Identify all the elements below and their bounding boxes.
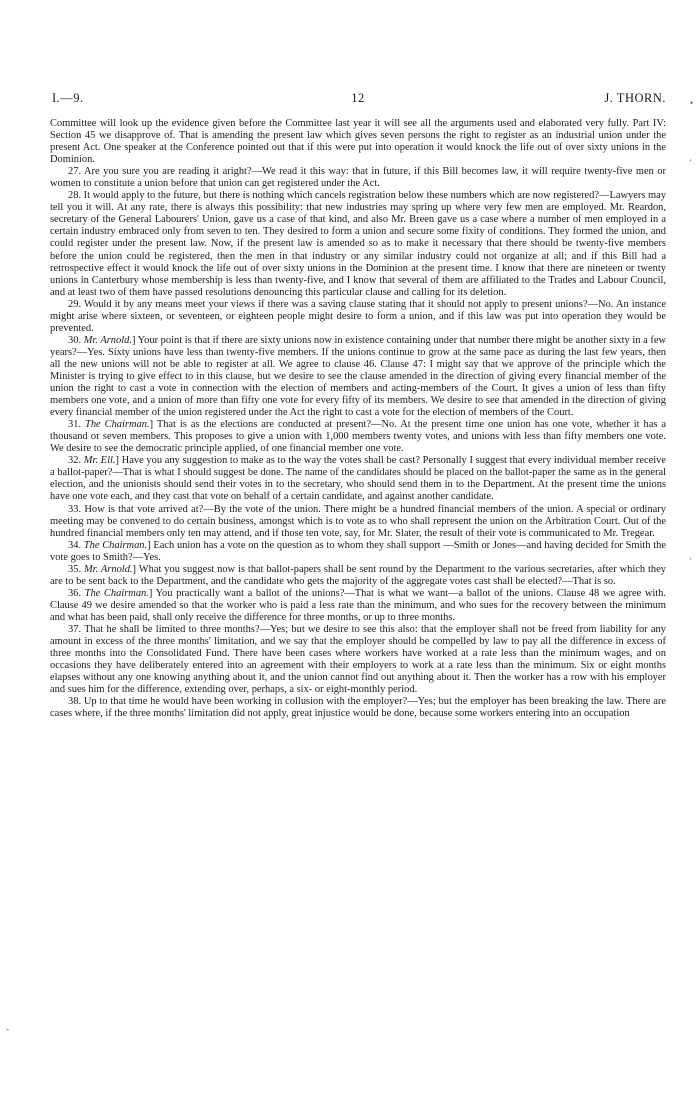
paragraph: 28. It would apply to the future, but there is nothing which cancels registration below these numbers which are now registered?—Lawyers may tell you it will. At any rate, there is always this possibility: that new industries may spring up where very few men are employed. Mr. Reardon, secretary of the General Labourers' Union, gave us a case of that kind, and also Mr. Breen gave us a case where a number of men employed in a certain industry embraced only from seven to ten. They desired to form a union and secure some fixity of conditions. They formed the union, and could register under the present law. Now, if the present law is amended so as to make it necessary that there should be twenty-five members before the union could be registered, then the men in that industry or any similar industry could not organize at all; and if this Bill had a retrospective effect it would knock the life out of over sixty unions in the Dominion at the present time. I know that there are nineteen or twenty unions in Canterbury whose membership is less than twenty-five, and I know that several of them are affiliated to the Trades and Labour Council, and at least two of them have passed resolutions denouncing this particular clause and calling for its deletion. <box>50 190 666 298</box>
paragraph: 36. The Chairman.] You practically want a ballot of the unions?—That is what we want—a ballot of the unions. Clause 48 we agree with. Clause 49 we desire amended so that the worker who is paid a less rate than the minimum, and who sues for the recovery between the minimum and what has been paid, shall only receive the difference for three months, or up to three months. <box>50 587 667 623</box>
margin-mark: • <box>690 98 694 108</box>
page-header <box>50 91 666 107</box>
speaker-name: The Chairman. <box>83 539 148 551</box>
paragraph: 29. Would it by any means meet your views if there was a saving clause stating that it should not apply to present unions?—No. An instance might arise where sixteen, or seventeen, or eighteen people might desire to form a union, and if this law was put into operation they would be prevented. <box>50 298 666 334</box>
document-reference: I.—9. <box>52 91 84 105</box>
paragraph: 30. Mr. Arnold.] Your point is that if there are sixty unions now in existence containing under that number there might be another sixty in a few years?—Yes. Sixty unions have less than twenty-five members. If the unions continue to grow at the same pace as during the last few years, then all the new unions will not be able to register at all. We agree to clause 46. Clause 47: I might say that we approve of the principle which the Minister is trying to give effect to in this clause, but we desire to see the clause amended in the direction of giving every financial member of the union the right to cast a vote in connection with the election of members and acting-members of the Court. It gives a union of less than fifty members one vote, and a union of more than fifty one vote for every fifty of its members. We desire to see that amended in the direction of giving every financial member of the union registered under the Act the right to cast a vote for the election of members of the Court. <box>50 334 666 419</box>
paragraph: 27. Are you sure you are reading it aright?—We read it this way: that in future, if this Bill becomes law, it will require twenty-five men or women to constitute a union before that union can get registered under the Act. <box>50 166 666 190</box>
witness-name: J. THORN. <box>604 91 666 105</box>
margin-mark: ' <box>690 158 692 168</box>
margin-mark: ' <box>690 556 692 566</box>
paragraph: Committee will look up the evidence given before the Committee last year it will see all the arguments used and elaborated very fully. Part IV: Section 45 we disapprove of. That is amending the present law which gives seven persons the right to register as an industrial union under the present Act. One speaker at the Conference pointed out that if this were put into operation it would knock the life out of over sixty unions in the Dominion. <box>50 118 666 166</box>
speaker-name: Mr. Arnold. <box>83 563 133 575</box>
page-number: 12 <box>351 91 365 105</box>
paragraph: 34. The Chairman.] Each union has a vote on the question as to whom they shall support —Smith or Jones—and having decided for Smith the vote goes to Smith?—Yes. <box>50 539 666 563</box>
margin-mark: - <box>6 1024 9 1034</box>
paragraph: 31. The Chairman.] That is as the elections are conducted at present?—No. At the present time one union has one vote, whether it has a thousand or seven members. This proposes to give a union with 1,000 members twenty votes, and unions with less than fifty members one vote. We desire to see the democratic principle applied, of one financial member one vote. <box>50 419 666 455</box>
speaker-name: Mr. Ell. <box>83 455 116 467</box>
paragraph: 37. That he shall be limited to three months?—Yes; but we desire to see this also: that the employer shall not be freed from liability for any amount in excess of the three months' limitation, and we say that the employer should be compelled by law to pay all the difference in excess of three months into the Consolidated Fund. There have been cases where workers have worked at a rate less than the minimum wages, and on occasions they have deliberately entered into an agreement with their employers to work at a rate less than the minimum. Six or eight months elapses without any one knowing anything about it, and the union cannot find out anything about it. Then the worker has a row with his employer and sues him for the difference, extending over, perhaps, a six- or eight-monthly period. <box>50 623 666 696</box>
paragraph: 33. How is that vote arrived at?—By the vote of the union. There might be a hundred financial members of the union. A special or ordinary meeting may be convened to do certain business, amongst which is to vote as to who shall represent the union on the Arbitration Court. Out of the hundred financial members only ten may attend, and if those ten vote, say, for Mr. Slater, the result of their vote is communicated to Mr. Tregear. <box>50 503 666 539</box>
paragraph: 38. Up to that time he would have been working in collusion with the employer?—Yes; but the employer has been breaking the law. There are cases where, if the three months' limitation did not apply, great injustice would be done, because some workers entering into an occupation <box>50 696 666 720</box>
speaker-name: The Chairman. <box>84 587 149 599</box>
paragraph: 35. Mr. Arnold.] What you suggest now is that ballot-papers shall be sent round by the Department to the various secretaries, after which they are to be sent back to the Department, and the candidate who gets the majority of the aggregate votes cast shall be elected?—That is so. <box>50 563 667 587</box>
paragraph: 32. Mr. Ell.] Have you any suggestion to make as to the way the votes shall be cast? Personally I suggest that every individual member receive a ballot-paper?—That is what I should suggest be done. The name of the candidates should be placed on the ballot-paper the same as in the general election, and the unionists should send their votes in to the secretary, who should send them in to the Department. At the present time the unions have one vote each, and they cast that vote on behalf of a certain candidate, and against another candidate. <box>50 455 667 503</box>
speaker-name: Mr. Arnold. <box>83 334 132 346</box>
speaker-name: The Chairman. <box>85 419 150 431</box>
body-text <box>50 118 666 720</box>
